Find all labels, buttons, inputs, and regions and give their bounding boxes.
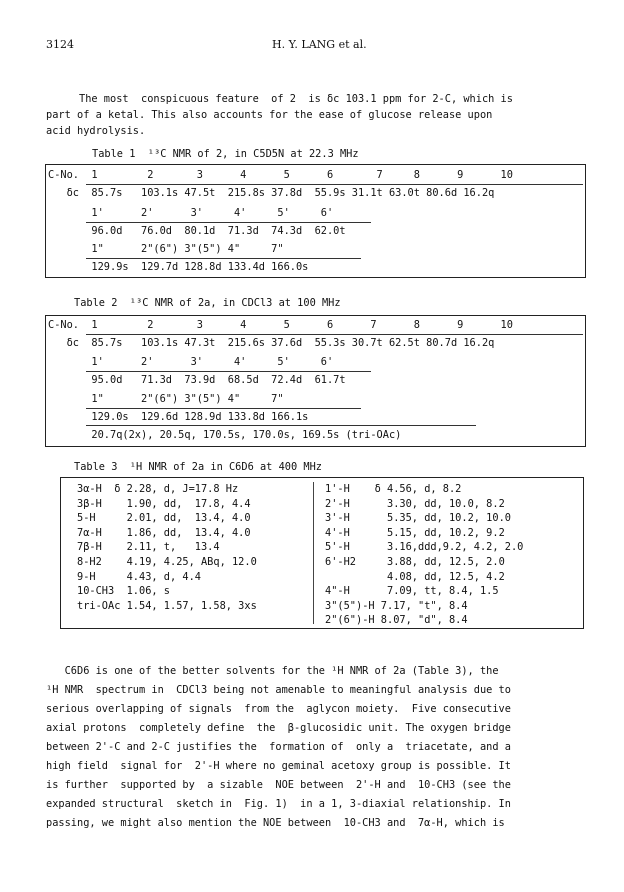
- intro-line-1: The most conspicuous feature of 2 is δc 103.1 ppm for 2-C, which is: [79, 93, 513, 105]
- table1-rule: [86, 184, 583, 185]
- body-line-9: passing, we might also mention the NOE between 10-CH3 and 7α-H, which is: [46, 817, 505, 829]
- table3-right-row: 2'-H 3.30, dd, 10.0, 8.2: [325, 497, 505, 510]
- table1-rule-2: [86, 222, 371, 223]
- table3-right-row: 6'-H2 3.88, dd, 12.5, 2.0: [325, 556, 505, 568]
- table2-rule-2: [86, 371, 371, 372]
- table3-left-row: 8-H2 4.19, 4.25, ABq, 12.0: [77, 556, 257, 568]
- table2-rule-4: [86, 425, 476, 426]
- table3-right-row: 1'-H δ 4.56, d, 8.2: [325, 483, 462, 495]
- table3-right-row: 4'-H 5.15, dd, 10.2, 9.2: [325, 526, 505, 539]
- table1-rule-3: [86, 258, 361, 259]
- body-line-4: axial protons completely define the β-glucosidic unit. The oxygen bridge: [46, 722, 511, 734]
- running-header-authors: H. Y. LANG et al.: [272, 38, 367, 51]
- body-line-6: high field signal for 2'-H where no geminal acetoxy group is possible. It: [46, 760, 511, 772]
- intro-line-2: part of a ketal. This also accounts for the ease of glucose release upon: [46, 109, 493, 121]
- table3-right-row: 3"(5")-H 7.17, "t", 8.4: [325, 599, 468, 612]
- table3-left-row: 3β-H 1.90, dd, 17.8, 4.4: [77, 497, 251, 510]
- table3-caption: Table 3 ¹H NMR of 2a in C6D6 at 400 MHz: [74, 461, 322, 473]
- table1-row-aglycon-shifts: δc 85.7s 103.1s 47.5t 215.8s 37.8d 55.9s 31.1t 63.0t 80.6d 16.2q: [48, 187, 495, 199]
- table1-row-benzoyl-numbers: 1" 2"(6") 3"(5") 4" 7": [48, 243, 284, 255]
- table3-right-row: 2"(6")-H 8.07, "d", 8.4: [325, 614, 468, 627]
- table1-row-carbon-numbers: C-No. 1 2 3 4 5 6 7 8 9 10: [48, 169, 513, 181]
- table2-row-acetate-shifts: 20.7q(2x), 20.5q, 170.5s, 170.0s, 169.5s (tri-OAc): [48, 429, 402, 441]
- body-line-2: ¹H NMR spectrum in CDCl3 being not amenable to meaningful analysis due to: [46, 684, 511, 696]
- table3-left-row: 10-CH3 1.06, s: [77, 585, 170, 598]
- table3-left-row: 9-H 4.43, d, 4.4: [77, 570, 201, 583]
- table2-row-glucose-numbers: 1' 2' 3' 4' 5' 6': [48, 356, 334, 368]
- table2-rule: [86, 334, 583, 335]
- table3-left-row: 3α-H δ 2.28, d, J=17.8 Hz: [77, 483, 239, 495]
- body-line-5: between 2'-C and 2-C justifies the formation of only a triacetate, and a: [46, 741, 511, 753]
- table2-caption: Table 2 ¹³C NMR of 2a, in CDCl3 at 100 MHz: [74, 297, 341, 309]
- table3-left-row: 7β-H 2.11, t, 13.4: [77, 541, 220, 554]
- intro-line-3: acid hydrolysis.: [46, 125, 146, 137]
- table2-row-benzoyl-shifts: 129.0s 129.6d 128.9d 133.8d 166.1s: [48, 411, 309, 423]
- table2-rule-3: [86, 408, 361, 409]
- body-line-1: C6D6 is one of the better solvents for the ¹H NMR of 2a (Table 3), the: [46, 665, 499, 677]
- table3-right-row: 4.08, dd, 12.5, 4.2: [325, 570, 505, 583]
- body-line-8: expanded structural sketch in Fig. 1) in a 1, 3-diaxial relationship. In: [46, 798, 511, 810]
- body-line-3: serious overlapping of signals from the aglycon moiety. Five consecutive: [46, 703, 511, 715]
- table3-left-row: tri-OAc 1.54, 1.57, 1.58, 3xs: [77, 599, 257, 612]
- body-line-7: is further supported by a sizable NOE between 2'-H and 10-CH3 (see the: [46, 779, 511, 791]
- table3-right-row: 4"-H 7.09, tt, 8.4, 1.5: [325, 585, 499, 598]
- table1-box: [45, 164, 586, 278]
- table1-row-glucose-shifts: 96.0d 76.0d 80.1d 71.3d 74.3d 62.0t: [48, 225, 346, 237]
- table2-row-glucose-shifts: 95.0d 71.3d 73.9d 68.5d 72.4d 61.7t: [48, 374, 346, 386]
- table1-row-glucose-numbers: 1' 2' 3' 4' 5' 6': [48, 207, 334, 219]
- table1-caption: Table 1 ¹³C NMR of 2, in C5D5N at 22.3 MHz: [92, 148, 359, 160]
- table3-box: [60, 477, 584, 629]
- page-number: 3124: [46, 38, 74, 51]
- table2-row-benzoyl-numbers: 1" 2"(6") 3"(5") 4" 7": [48, 393, 284, 405]
- table2-row-aglycon-shifts: δc 85.7s 103.1s 47.3t 215.6s 37.6d 55.3s 30.7t 62.5t 80.7d 16.2q: [48, 337, 495, 349]
- table3-right-row: 3'-H 5.35, dd, 10.2, 10.0: [325, 512, 511, 525]
- table3-column-divider: [313, 482, 314, 624]
- table3-left-row: 5-H 2.01, dd, 13.4, 4.0: [77, 512, 251, 525]
- table3-right-row: 5'-H 3.16,ddd,9.2, 4.2, 2.0: [325, 541, 524, 554]
- table2-box: [45, 315, 586, 447]
- table3-left-row: 7α-H 1.86, dd, 13.4, 4.0: [77, 526, 251, 539]
- table2-row-carbon-numbers: C-No. 1 2 3 4 5 6 7 8 9 10: [48, 319, 513, 331]
- table1-row-benzoyl-shifts: 129.9s 129.7d 128.8d 133.4d 166.0s: [48, 261, 309, 273]
